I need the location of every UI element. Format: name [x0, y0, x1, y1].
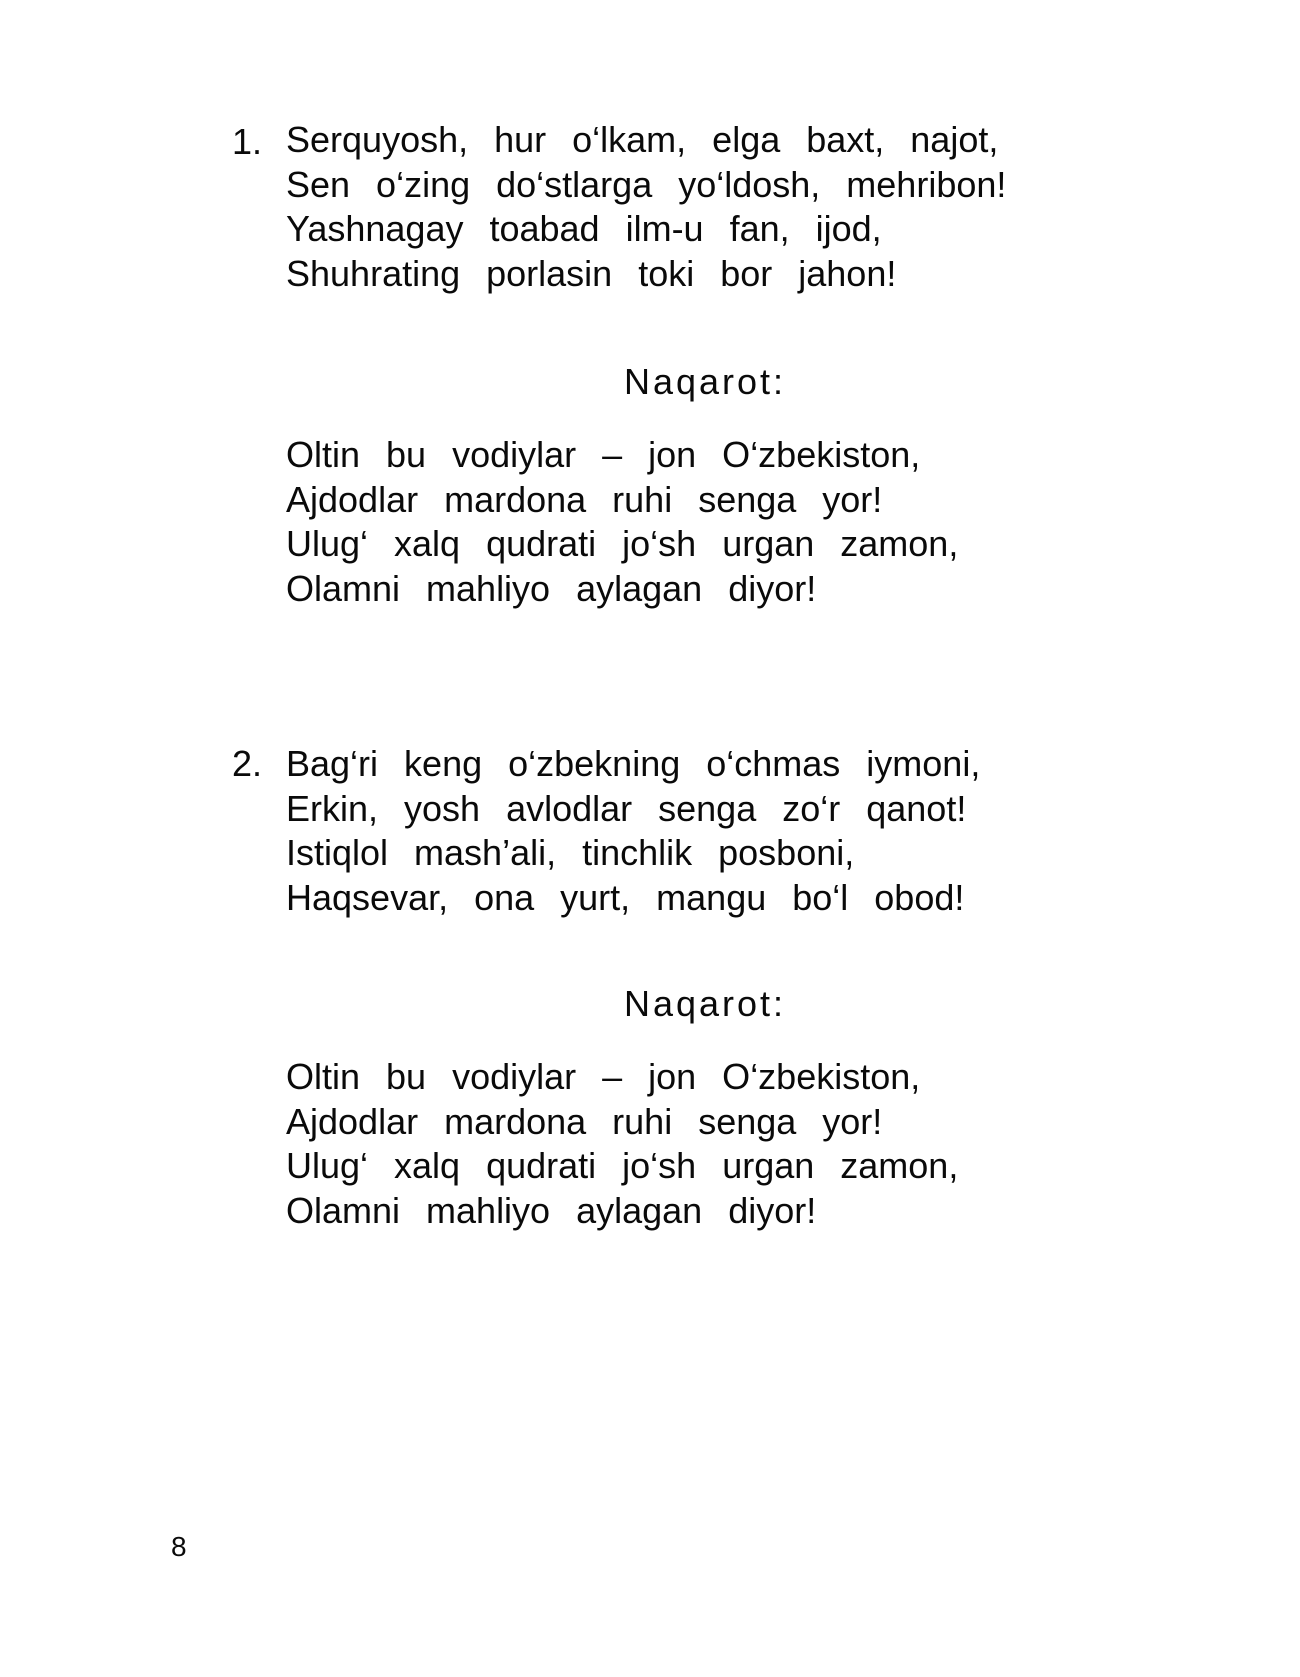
- verse-1-line-3: Yashnagay toabad ilm-u fan, ijod,: [286, 208, 882, 249]
- refrain-2: [286, 1055, 958, 1233]
- refrain-2-heading: Naqarot:: [623, 983, 787, 1024]
- refrain-1-line-1: Oltin bu vodiylar – jon O‘zbekiston,: [286, 434, 921, 475]
- verse-1-line-2: Sen o‘zing do‘stlarga yo‘ldosh, mehribon!: [286, 163, 1007, 205]
- refrain-1-heading: Naqarot:: [623, 361, 787, 402]
- refrain-1-line-2: Ajdodlar mardona ruhi senga yor!: [286, 478, 883, 520]
- verse-1-line-1: Serquyosh, hur o‘lkam, elga baxt, najot,: [286, 119, 999, 160]
- refrain-1-line-3: Ulug‘ xalq qudrati jo‘sh urgan zamon,: [286, 523, 959, 564]
- verse-2-line-2: Erkin, yosh avlodlar senga zo‘r qanot!: [286, 787, 967, 829]
- refrain-1-line-4: Olamni mahliyo aylagan diyor!: [286, 567, 817, 609]
- verse-1: [286, 118, 1006, 296]
- verse-2-number: 2.: [232, 743, 263, 784]
- verse-2-line-1: Bag‘ri keng o‘zbekning o‘chmas iymoni,: [286, 743, 981, 784]
- refrain-1: [286, 433, 958, 611]
- refrain-2-line-1: Oltin bu vodiylar – jon O‘zbekiston,: [286, 1056, 921, 1097]
- verse-2: [286, 742, 980, 920]
- verse-1-number: 1.: [232, 121, 263, 162]
- refrain-2-line-3: Ulug‘ xalq qudrati jo‘sh urgan zamon,: [286, 1145, 959, 1186]
- refrain-2-line-2: Ajdodlar mardona ruhi senga yor!: [286, 1100, 883, 1142]
- verse-2-line-4: Haqsevar, ona yurt, mangu bo‘l obod!: [286, 876, 965, 918]
- refrain-2-line-4: Olamni mahliyo aylagan diyor!: [286, 1189, 817, 1231]
- verse-1-line-4: Shuhrating porlasin toki bor jahon!: [286, 252, 897, 294]
- verse-2-line-3: Istiqlol mash’ali, tinchlik posboni,: [286, 832, 855, 873]
- page-number: 8: [171, 1531, 187, 1562]
